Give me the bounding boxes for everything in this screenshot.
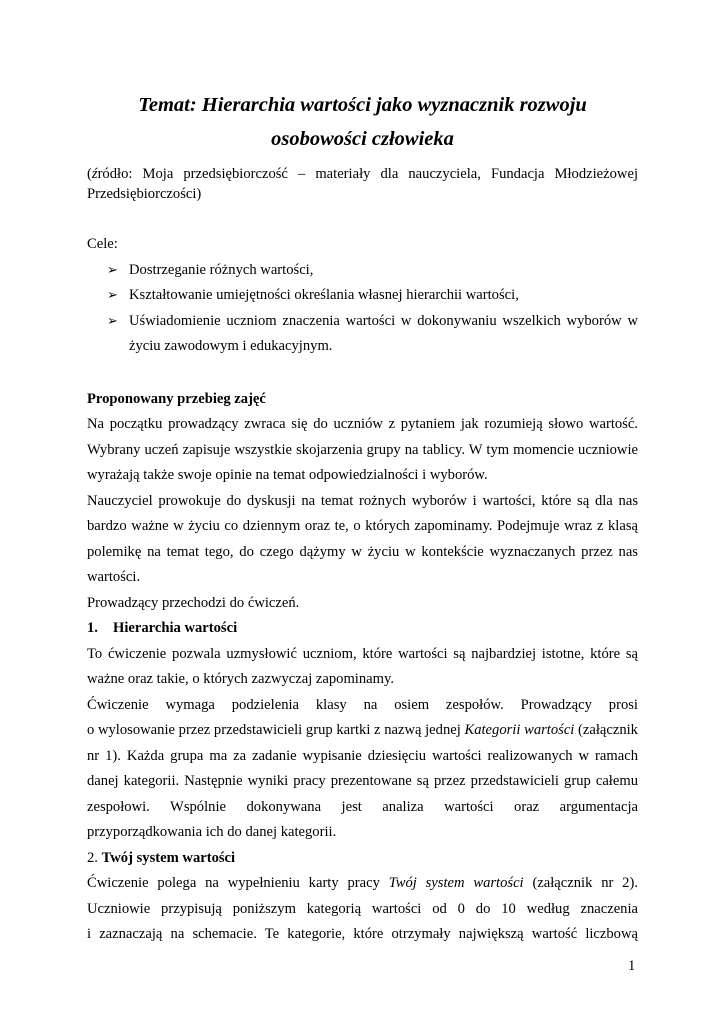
title-line-2: osobowości człowieka (271, 128, 454, 150)
source-text: ródło: Moja przedsiębiorczość – materiały dla nauczyciela, Fundacja Młodzieżowej Przedsiębiorczości) (87, 166, 638, 202)
procedure-line: bardzo ważne w życiu co dziennym oraz te, o których zapominamy. Podejmuje wraz z klasą (87, 518, 638, 534)
section-1-line: Ćwiczenie wymaga podzielenia klasy na osiem zespołów. Prowadzący prosi (87, 696, 638, 713)
goal-item (87, 258, 638, 284)
goals-label: Cele: (87, 236, 118, 252)
section-2-heading (87, 846, 638, 872)
title-line-1: Temat: Hierarchia wartości jako wyznacznik rozwoju (138, 94, 587, 116)
section-1-line: ważne oraz takie, o których zazwyczaj zapominamy. (87, 671, 394, 687)
section-2-title: Twój system wartości (101, 849, 236, 866)
goals-list (87, 258, 638, 360)
section-1-italic-text: Kategorii wartości (464, 722, 575, 738)
procedure-heading: Proponowany przebieg zajęć (87, 390, 266, 407)
procedure-line: Prowadzący przechodzi do ćwiczeń. (87, 594, 300, 611)
section-1-text: o wylosowanie przez przedstawicieli grup kartki z nazwą jednej (87, 722, 465, 738)
section-1-line: przyporządkowania ich do danej kategorii. (87, 824, 337, 840)
procedure-line: polemikę na temat tego, do czego dążymy w życiu w kontekście wyznaczanych przez nas (87, 543, 638, 560)
section-2-italic-text: Twój system wartości (388, 875, 524, 891)
arrow-bullet-icon: ➢ (107, 288, 118, 303)
source-open-paren: ( (87, 166, 92, 182)
section-2-line: i zaznaczają na schemacie. Te kategorie, które otrzymały największą wartość liczbową (87, 926, 638, 942)
source-note (87, 164, 638, 204)
section-1-text: (załącznik (574, 722, 638, 738)
section-1-number: 1. (87, 620, 98, 636)
source-italic-letter: ź (91, 166, 98, 182)
procedure-line: wartości. (87, 569, 141, 585)
section-1-line: nr 1). Każda grupa ma za zadanie wypisanie dziesięciu wartości realizowanych w ramach (87, 747, 638, 764)
section-2-text: Ćwiczenie polega na wypełnieniu karty pracy (87, 875, 389, 891)
section-2-text: (załącznik nr 2). (523, 875, 638, 891)
page-number: 1 (628, 958, 636, 974)
procedure-line: Wybrany uczeń zapisuje wszystkie skojarzenia grupy na tablicy. W tym momencie uczniowie (87, 441, 638, 458)
section-1-line: To ćwiczenie pozwala uzmysłowić uczniom, które wartości są najbardziej istotne, które są (87, 645, 638, 662)
page-content (87, 88, 638, 948)
section-2-line: Uczniowie przypisują poniższym kategorią wartości od 0 do 10 według znaczenia (87, 900, 638, 917)
goal-text: Kształtowanie umiejętności określania własnej hierarchii wartości, (129, 287, 519, 303)
section-1-line (87, 718, 638, 744)
section-2-number: 2. (87, 849, 98, 866)
procedure-line: Na początku prowadzący zwraca się do uczniów z pytaniem jak rozumieją słowo wartość. (87, 416, 638, 432)
goal-item (87, 283, 638, 309)
section-1-title: Hierarchia wartości (113, 620, 238, 636)
goal-text: Uświadomienie uczniom znaczenia wartości w dokonywaniu wszelkich wyborów w życiu zawodowym i edukacyjnym. (129, 312, 638, 354)
document-title (87, 88, 638, 156)
goal-item (87, 309, 638, 360)
arrow-bullet-icon: ➢ (107, 262, 118, 278)
procedure-line: Nauczyciel prowokuje do dyskusji na temat rożnych wyborów i wartości, które są dla nas (87, 492, 638, 509)
section-1-line: zespołowi. Wspólnie dokonywana jest analiza wartości oraz argumentacja (87, 798, 638, 815)
procedure-line: wyrażają także swoje opinie na temat odpowiedzialności i wyborów. (87, 467, 488, 483)
section-1-line: danej kategorii. Następnie wyniki pracy prezentowane są przez przedstawicieli grup całemu (87, 773, 638, 789)
goal-text: Dostrzeganie różnych wartości, (129, 261, 314, 278)
section-1-heading (87, 616, 638, 642)
arrow-bullet-icon: ➢ (107, 313, 118, 329)
section-2-line (87, 871, 638, 897)
